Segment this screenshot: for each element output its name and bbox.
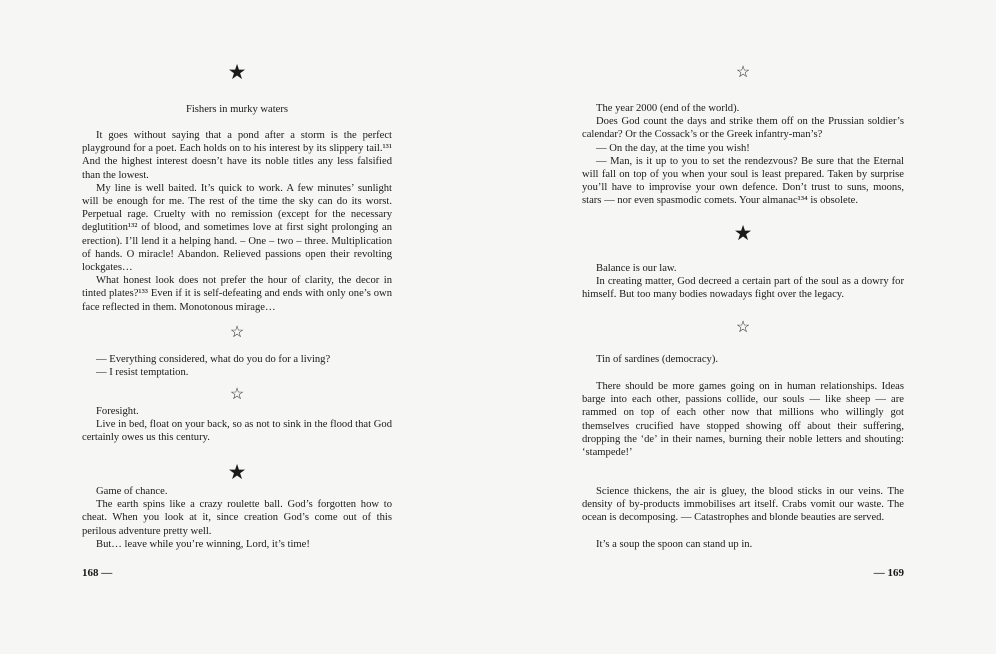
sardines-title: Tin of sardines (democracy). — [596, 354, 718, 365]
filled-star-icon: ★ — [733, 221, 753, 245]
dialog-line: — Man, is it up to you to set the rendezvous? Be sure that the Eternal will fall on top of you when your soul is least prepared. Taken by surprise you’ll have to improvise your own defence. Don’t trust to suns, moons, stars — nor even spasmodic comets. Your almanac¹³⁴ is obsolete. — [582, 155, 904, 207]
chance-block — [82, 485, 392, 551]
paragraph: Science thickens, the air is gluey, the blood sticks in our veins. The density of by-products immobilises art itself. Crabs vomit our waste. The ocean is decomposing. — Catastrophes and blonde beauties are served. — [582, 486, 904, 524]
sardines-para-3 — [582, 538, 904, 551]
paragraph: The earth spins like a crazy roulette ball. God’s forgotten how to cheat. When you look at it, since creation God’s come out of this perilous adventure pretty well. — [82, 499, 392, 537]
outline-star-icon: ☆ — [229, 324, 245, 341]
fishers-body — [82, 129, 392, 314]
paragraph: My line is well baited. It’s quick to work. A few minutes’ sunlight will be enough for me. The rest of the time the sky can do its worst. Perpetual rage. Cruelty with no remission (except for the necessary deglutition¹³² of blood, and sometimes love at first sight prolonging an erection). I’ll lend it a helping hand. – One – two – three. Multiplication of hands. O miracle! Abandon. Relieved passions open their revolting lockgates… — [82, 182, 392, 274]
paragraph: Live in bed, float on your back, so as not to sink in the flood that God certainly owes us this century. — [82, 419, 392, 444]
filled-star-icon: ★ — [227, 460, 247, 484]
paragraph: But… leave while you’re winning, Lord, it’s time! — [96, 538, 310, 550]
paragraph: What honest look does not prefer the hour of clarity, the decor in tinted plates?¹³³ Even if it is self-defeating and ends with only one’s own face reflected in them. Monotonous mirage… — [82, 275, 392, 313]
dialog-line: — I resist temptation. — [96, 367, 189, 379]
dialog-line: — Everything considered, what do you do for a living? — [96, 354, 331, 365]
sardines-para-2 — [582, 485, 904, 525]
foresight-title: Foresight. — [96, 406, 139, 417]
page-number-right: — 169 — [873, 567, 904, 579]
balance-title: Balance is our law. — [596, 263, 677, 274]
paragraph: There should be more games going on in human relationships. Ideas barge into each other, passions collide, our souls — like sheep — are rammed on top of each other now that millions who willingly got themselves crucified have stopped showing off about their suffering, dropping the ‘de’ in their names, burning their noble letters and shouting: ‘stampede!’ — [582, 381, 904, 459]
outline-star-icon: ☆ — [229, 386, 245, 403]
section-title — [82, 103, 392, 116]
dialog-block — [82, 353, 392, 379]
page-number-left: 168 — — [82, 567, 113, 579]
chance-title: Game of chance. — [96, 486, 168, 497]
title-fishers: Fishers in murky waters — [185, 104, 289, 115]
sardines-para-1 — [582, 380, 904, 459]
year-block — [582, 102, 904, 208]
filled-star-icon: ★ — [227, 60, 247, 84]
paragraph: In creating matter, God decreed a certain part of the soul as a dowry for himself. But too many bodies nowadays fight over the legacy. — [582, 276, 904, 301]
sardines-title-block — [582, 353, 904, 366]
dialog-line: — On the day, at the time you wish! — [596, 142, 750, 154]
outline-star-icon: ☆ — [735, 319, 751, 336]
paragraph: Does God count the days and strike them off on the Prussian soldier’s calendar? Or the Cossack’s or the Greek infantry-man’s? — [582, 116, 904, 141]
balance-block — [582, 262, 904, 302]
outline-star-icon: ☆ — [735, 64, 751, 81]
paragraph: It goes without saying that a pond after a storm is the perfect playground for a poet. Each holds on to his interest by its slippery tail.¹³¹ And the highest interest doesn’t have its noble titles any less falsified than the lowest. — [82, 130, 392, 181]
paragraph: It’s a soup the spoon can stand up in. — [596, 539, 753, 550]
foresight-block — [82, 405, 392, 445]
year-title: The year 2000 (end of the world). — [596, 103, 740, 114]
